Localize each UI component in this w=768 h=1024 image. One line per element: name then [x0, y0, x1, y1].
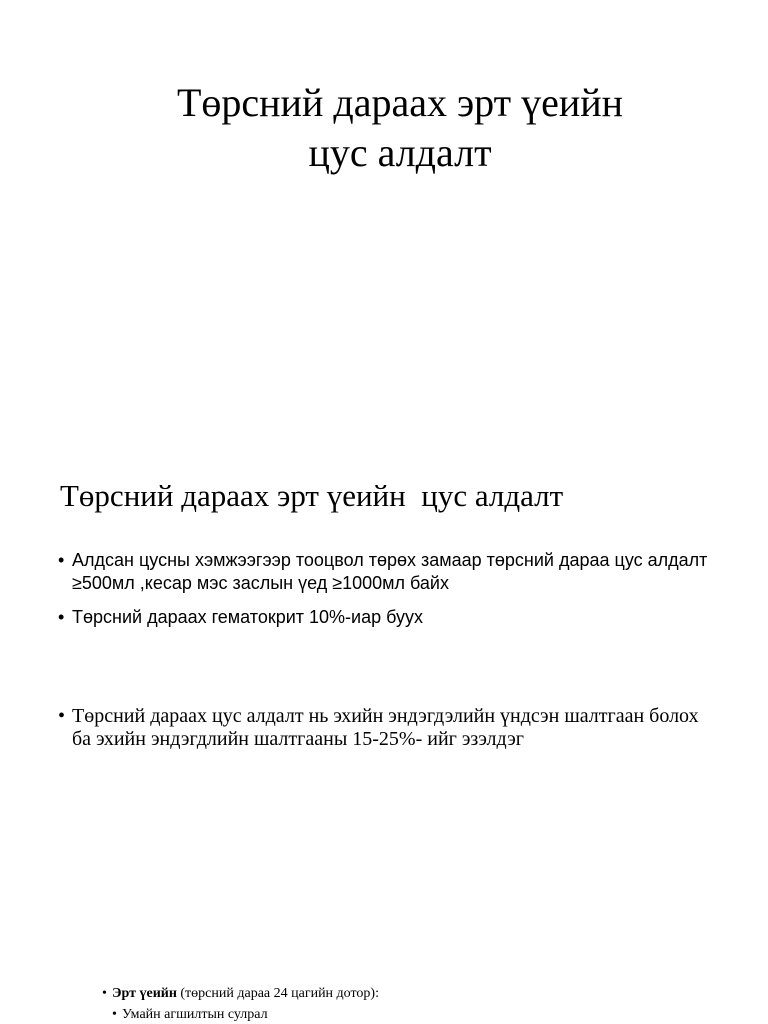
slide-title-line-2: цус алдалт [308, 130, 492, 175]
slide-title [60, 78, 740, 178]
definition-bullet-list [58, 549, 708, 640]
significance-bullet-list [58, 705, 708, 751]
list-item-text: Төрсний дараах гематокрит 10%-иар буух [72, 607, 424, 627]
term-label: Эрт үеийн [112, 986, 177, 1001]
term-description: (төрсний дараа 24 цагийн дотор): [176, 986, 379, 1001]
list-item [112, 1005, 662, 1024]
bullet-icon: • [58, 550, 65, 570]
bullet-icon: • [102, 986, 107, 1001]
list-item [102, 984, 662, 1024]
list-item-text: Алдсан цусны хэмжээгээр тооцвол төрөх замаар төрсний дараа цус алдалт ≥500мл ,кесар мэс заслын үед ≥1000мл байх [72, 550, 708, 593]
bullet-icon: • [58, 607, 65, 627]
slide-title-line-1: Төрсний дараах эрт үеийн [176, 80, 624, 125]
sub-bullet-list [112, 1005, 662, 1024]
list-item [58, 705, 708, 751]
list-item-text: Төрсний дараах цус алдалт нь эхийн эндэгдэлийн үндсэн шалтгаан болох ба эхийн эндэгдлийн шалтгааны 15-25%- ийг эзэлдэг [72, 705, 699, 750]
section-heading: Төрсний дараах эрт үеийн цус алдалт [60, 478, 564, 513]
bullet-icon: • [112, 1007, 117, 1022]
classification-bullet-list [102, 984, 662, 1024]
bullet-icon: • [58, 705, 66, 727]
list-item [58, 606, 708, 629]
list-item [58, 549, 708, 595]
list-item-text: Умайн агшилтын сулрал [122, 1007, 268, 1022]
